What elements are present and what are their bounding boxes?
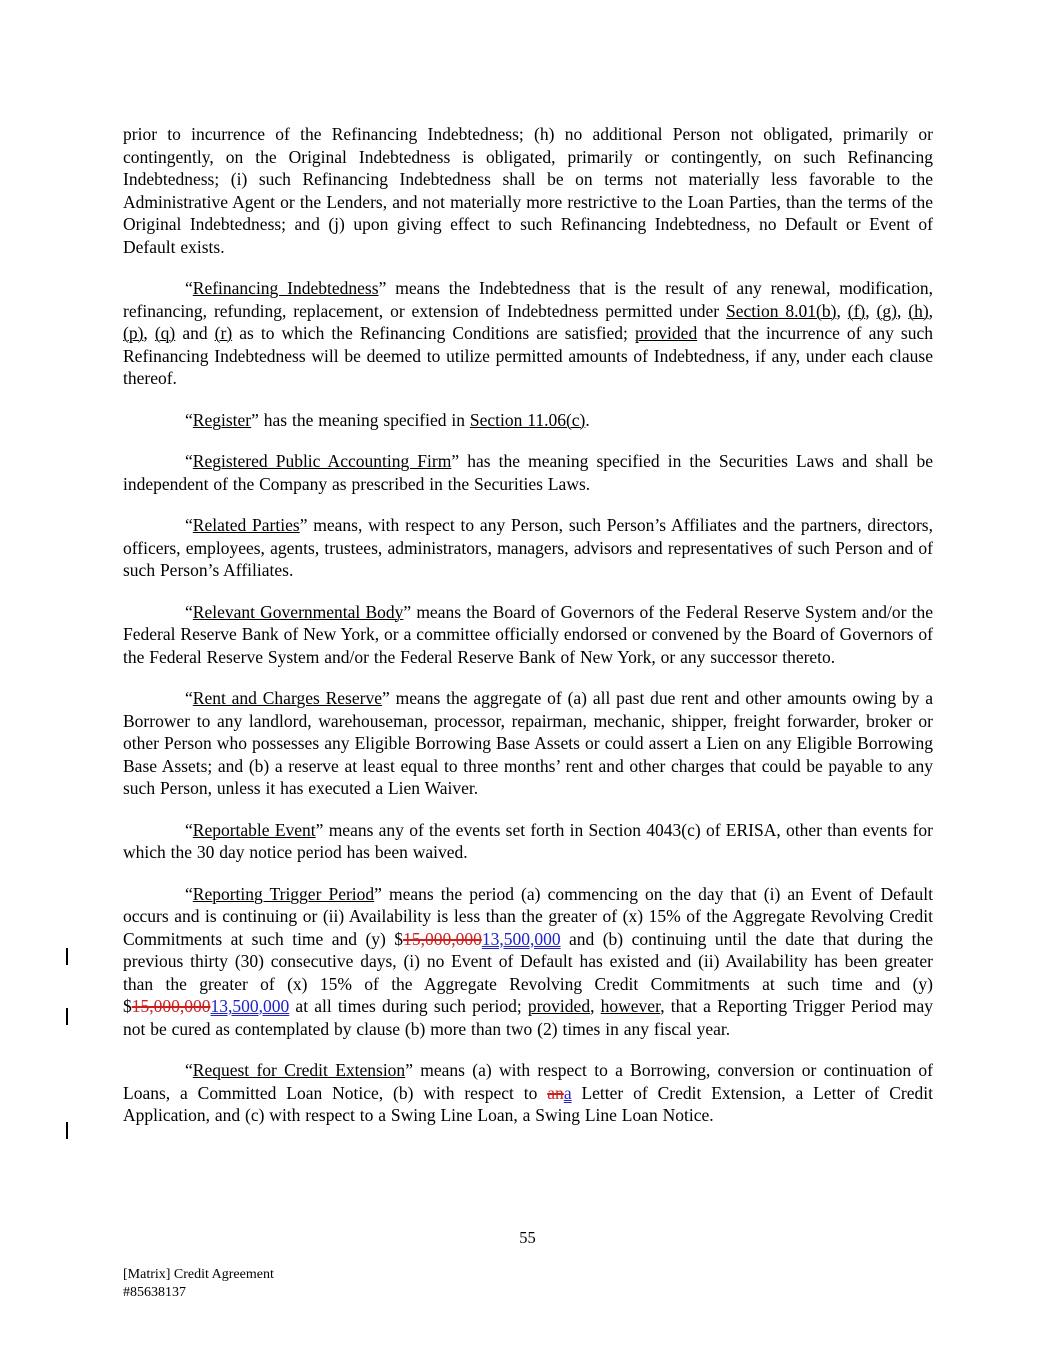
underlined-term: Reportable Event (192, 819, 316, 840)
underlined-term: Refinancing Indebtedness (192, 278, 379, 298)
underlined-term: (q) (154, 323, 176, 343)
paragraph (123, 514, 933, 582)
page-number: 55 (519, 1228, 536, 1247)
text-run: and (175, 323, 215, 343)
paragraph (123, 819, 933, 864)
underlined-term: Section 8.01(b) (726, 300, 837, 321)
footer-doc-id: #85638137 (123, 1284, 186, 1300)
underlined-term: Register (192, 409, 252, 430)
deleted-text: 15,000,000 (403, 928, 482, 949)
paragraph (123, 450, 933, 495)
text-run: ” means the period (a) commencing on the day that (i) an Event of Default occurs and is continuing or (ii) Availability is less than the greater of (x) 15% of the Aggregate Revolving Credit Commitments at such time and (y) $ (123, 883, 933, 949)
change-bar (66, 1008, 68, 1025)
inserted-text: 13,500,000 (210, 996, 290, 1016)
text-run: , (836, 300, 848, 321)
text-run: Letter of Credit Extension, a Letter of Credit Application, and (c) with respect to a Swing Line Loan, a Swing Line Loan Notice. (123, 1082, 933, 1125)
text-run: . (585, 409, 590, 430)
document-body (123, 123, 933, 1146)
text-run: , (865, 300, 877, 321)
text-run: “ (185, 278, 193, 298)
text-run: “ (185, 409, 193, 430)
text-run: “ (185, 601, 193, 622)
underlined-term: (h) (908, 300, 929, 321)
underlined-term: however (600, 996, 661, 1016)
underlined-term: Section 11.06(c) (469, 409, 586, 430)
underlined-term: (p) (123, 323, 144, 343)
deleted-text: 15,000,000 (131, 996, 211, 1016)
text-run: , that a Reporting Trigger Period may not be cured as contemplated by clause (b) more than two (2) times in any fiscal year. (123, 996, 933, 1039)
inserted-text: a (563, 1082, 572, 1103)
underlined-term: (r) (214, 323, 233, 343)
underlined-term: Registered Public Accounting Firm (192, 451, 452, 471)
text-run: “ (185, 819, 193, 840)
text-run: ” means the Board of Governors of the Federal Reserve System and/or the Federal Reserve Bank of New York, or a committee officially endorsed or convened by the Board of Governors of the Federal Reserve System and/or the Federal Reserve Bank of New York, or any successor thereto. (123, 601, 934, 667)
underlined-term: (f) (847, 300, 866, 321)
text-run: , (896, 300, 909, 321)
text-run: ” means (a) with respect to a Borrowing, conversion or continuation of Loans, a Committed Loan Notice, (b) with respect to (123, 1060, 933, 1103)
underlined-term: Request for Credit Extension (192, 1060, 406, 1080)
text-run: “ (185, 1060, 193, 1080)
text-run: , (928, 300, 934, 321)
text-run: “ (185, 688, 193, 708)
text-run: “ (185, 883, 193, 904)
paragraph (123, 883, 933, 1041)
change-bar (66, 1122, 68, 1139)
underlined-term: Rent and Charges Reserve (192, 688, 382, 708)
document-footer (123, 1266, 274, 1301)
text-run: ” means, with respect to any Person, such Person’s Affiliates and the partners, directors, officers, employees, agents, trustees, administrators, managers, advisors and representatives of such Person and of such Person’s Affiliates. (123, 515, 933, 580)
underlined-term: provided (527, 996, 591, 1016)
text-run: “ (185, 515, 193, 535)
footer-doc-title: [Matrix] Credit Agreement (123, 1267, 274, 1282)
text-run: ” has the meaning specified in (251, 409, 470, 430)
text-run: that the incurrence of any such Refinancing Indebtedness will be deemed to utilize permitted amounts of Indebtedness, if any, under each clause thereof. (123, 323, 933, 388)
text-run: as to which the Refinancing Conditions are satisfied; (232, 323, 635, 343)
underlined-term: Reporting Trigger Period (192, 883, 375, 904)
paragraph (123, 601, 933, 669)
text-run: prior to incurrence of the Refinancing Indebtedness; (h) no additional Person not obligated, primarily or contingently, on the Original Indebtedness is obligated, primarily or contingently, on such Refinancing Indebtedness; (i) such Refinancing Indebtedness shall be on terms not materially less favorable to the Administrative Agent or the Lenders, and not materially more restrictive to the Loan Parties, than the terms of the Original Indebtedness; and (j) upon giving effect to such Refinancing Indebtedness, no Default or Event of Default exists. (123, 124, 933, 257)
paragraph (123, 409, 933, 432)
paragraph (123, 277, 933, 390)
underlined-term: (g) (876, 300, 897, 321)
text-run: and (b) continuing until the date that during the previous thirty (30) consecutive days, (i) no Event of Default has existed and (ii) Availability has been greater than the greater of (x) 15% of the Aggregate Revolving Credit Commitments at such time and (y) $ (123, 928, 933, 1016)
text-run: ” means the Indebtedness that is the result of any renewal, modification, refinancing, refunding, replacement, or extension of Indebtedness permitted under (123, 278, 934, 321)
text-run: at all times during such period; (289, 996, 528, 1016)
text-run: “ (185, 451, 193, 471)
paragraph (123, 123, 933, 258)
underlined-term: provided (634, 323, 698, 343)
inserted-text: 13,500,000 (481, 928, 561, 949)
underlined-term: Relevant Governmental Body (192, 601, 404, 622)
text-run: ” means any of the events set forth in Section 4043(c) of ERISA, other than events for which the 30 day notice period has been waived. (123, 819, 933, 862)
paragraph (123, 687, 933, 800)
deleted-text: an (547, 1082, 564, 1103)
change-bar (66, 948, 68, 965)
text-run: ” has the meaning specified in the Securities Laws and shall be independent of the Company as prescribed in the Securities Laws. (123, 451, 934, 494)
text-run: , (590, 996, 601, 1016)
text-run: , (143, 323, 155, 343)
paragraph (123, 1059, 933, 1127)
text-run: ” means the aggregate of (a) all past due rent and other amounts owing by a Borrower to any landlord, warehouseman, processor, repairman, mechanic, shipper, freight forwarder, broker or other Person who possesses any Eligible Borrowing Base Assets or could assert a Lien on any Eligible Borrowing Base Assets; and (b) a reserve at least equal to three months’ rent and other charges that could be payable to any such Person, unless it has executed a Lien Waiver. (123, 688, 933, 798)
underlined-term: Related Parties (192, 515, 300, 535)
